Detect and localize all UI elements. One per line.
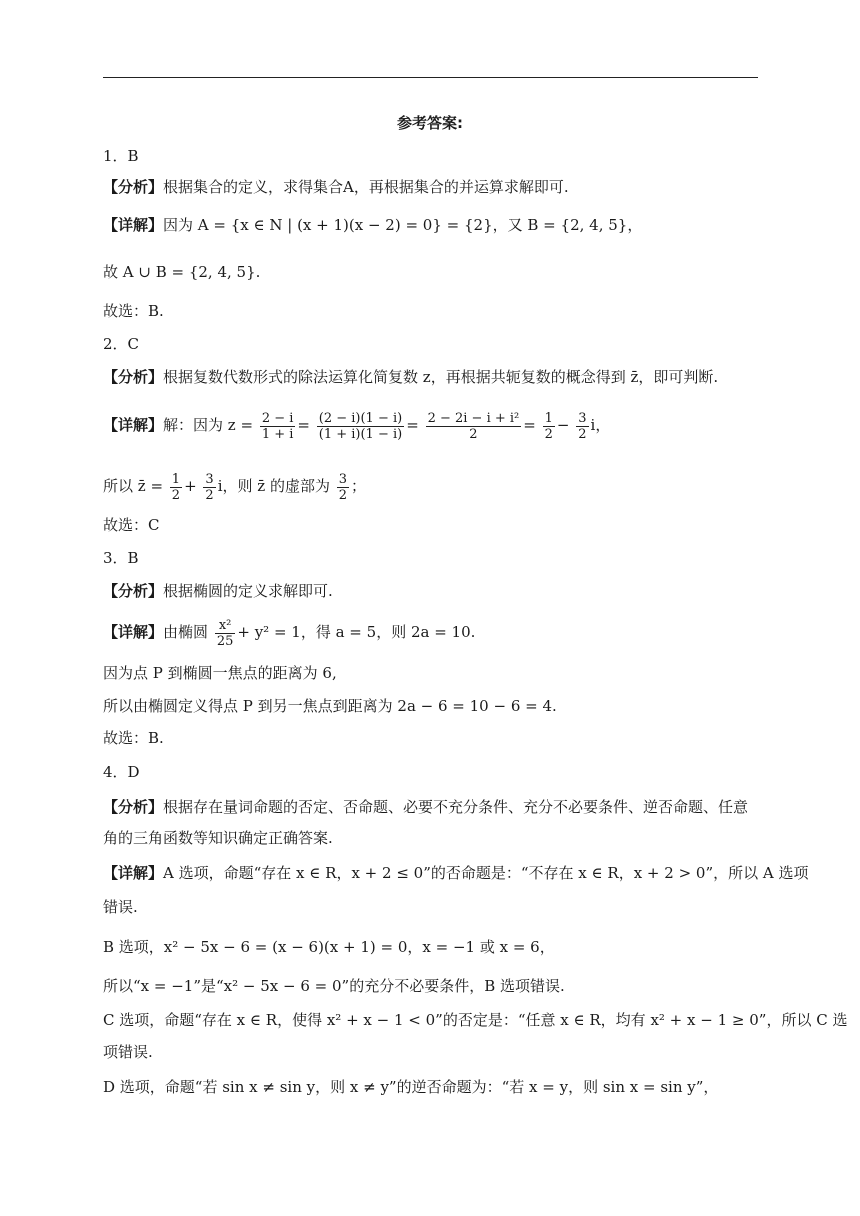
page-title: 参考答案: <box>397 114 463 132</box>
q3-answer: 3．B <box>103 549 139 567</box>
q4-option-a-1: 【详解】A 选项，命题“存在 x ∈ R，x + 2 ≤ 0”的否命题是：“不存在 x ∈ R，x + 2 > 0”，所以 A 选项 <box>103 864 809 882</box>
q4-option-d-1: D 选项，命题“若 sin x ≠ sin y，则 x ≠ y”的逆否命题为：“若 x = y，则 sin x = sin y”， <box>103 1078 719 1096</box>
q1-union: 故 A ∪ B = {2, 4, 5}. <box>103 263 261 281</box>
q1-analysis: 【分析】根据集合的定义，求得集合A，再根据集合的并运算求解即可. <box>103 178 569 196</box>
q4-answer: 4．D <box>103 763 140 781</box>
q1-choose: 故选：B. <box>103 302 164 320</box>
q2-fraction-3: $\frac{\text{2 − 2i − i + i²}}{2}$ <box>427 410 520 442</box>
q2-fraction-5: $\frac{3}{2}$ <box>578 410 587 442</box>
q3-ellipse-fraction: $\frac{\text{x²}}{25}$ <box>216 617 234 649</box>
q3-detail: 【详解】由椭圆 $\frac{\text{x²}}{25}$ + y² = 1，得 a = 5，则 2a = 10. <box>103 617 476 649</box>
q4-option-c-2: 项错误. <box>103 1043 153 1061</box>
q2-fraction-4: $\frac{1}{2}$ <box>544 410 553 442</box>
q3-analysis: 【分析】根据椭圆的定义求解即可. <box>103 582 333 600</box>
q4-option-b-1: B 选项，x² − 5x − 6 = (x − 6)(x + 1) = 0，x = −1 或 x = 6， <box>103 938 555 956</box>
header-rule <box>103 77 758 78</box>
q2-fraction-8: $\frac{3}{2}$ <box>338 471 348 503</box>
q1-answer: 1．B <box>103 147 139 165</box>
q4-option-c-1: C 选项，命题“存在 x ∈ R，使得 x² + x − 1 < 0”的否定是：“任意 x ∈ R，均有 x² + x − 1 ≥ 0”，所以 C 选 <box>103 1011 848 1029</box>
q2-conjugate: 所以 z̄ = $\frac{1}{2}$ + $\frac{3}{2}$ i，则 z̄ 的虚部为 $\frac{3}{2}$ ； <box>103 471 367 503</box>
q3-choose: 故选：B. <box>103 729 164 747</box>
q4-analysis-1: 【分析】根据存在量词命题的否定、否命题、必要不充分条件、充分不必要条件、逆否命题、任意 <box>103 798 749 816</box>
q2-fraction-1: $\frac{2 - i}{1 + i}$ <box>261 410 294 442</box>
q2-answer: 2．C <box>103 335 140 353</box>
q4-option-b-2: 所以“x = −1”是“x² − 5x − 6 = 0”的充分不必要条件，B 选项错误. <box>103 977 565 995</box>
q3-other-focus: 所以由椭圆定义得点 P 到另一焦点到距离为 2a − 6 = 10 − 6 = 4. <box>103 697 557 715</box>
q4-option-a-2: 错误. <box>103 898 138 916</box>
q2-fraction-7: $\frac{3}{2}$ <box>205 471 214 503</box>
q2-fraction-6: $\frac{1}{2}$ <box>171 471 181 503</box>
q2-analysis: 【分析】根据复数代数形式的除法运算化简复数 z，再根据共轭复数的概念得到 z̄，即可判断. <box>103 368 719 386</box>
q2-choose: 故选：C <box>103 516 160 534</box>
q2-detail: 【详解】解：因为 z = $\frac{2 - i}{1 + i}$ = $\frac{(2 - i)(1 - i)}{(1 + i)(1 - i)}$ = $\frac{\text{2 − 2i − i + i²}}{2}$ = $\frac{1}{2}$ − $\frac{3}{2}$ i， <box>103 410 611 442</box>
q3-focus-distance: 因为点 P 到椭圆一焦点的距离为 6, <box>103 664 337 682</box>
q2-fraction-2: $\frac{(2 - i)(1 - i)}{(1 + i)(1 - i)}$ <box>318 410 403 442</box>
q1-detail: 【详解】因为 A = {x ∈ N | (x + 1)(x − 2) = 0} = {2}，又 B = {2, 4, 5}， <box>103 216 643 234</box>
q4-analysis-2: 角的三角函数等知识确定正确答案. <box>103 829 333 847</box>
